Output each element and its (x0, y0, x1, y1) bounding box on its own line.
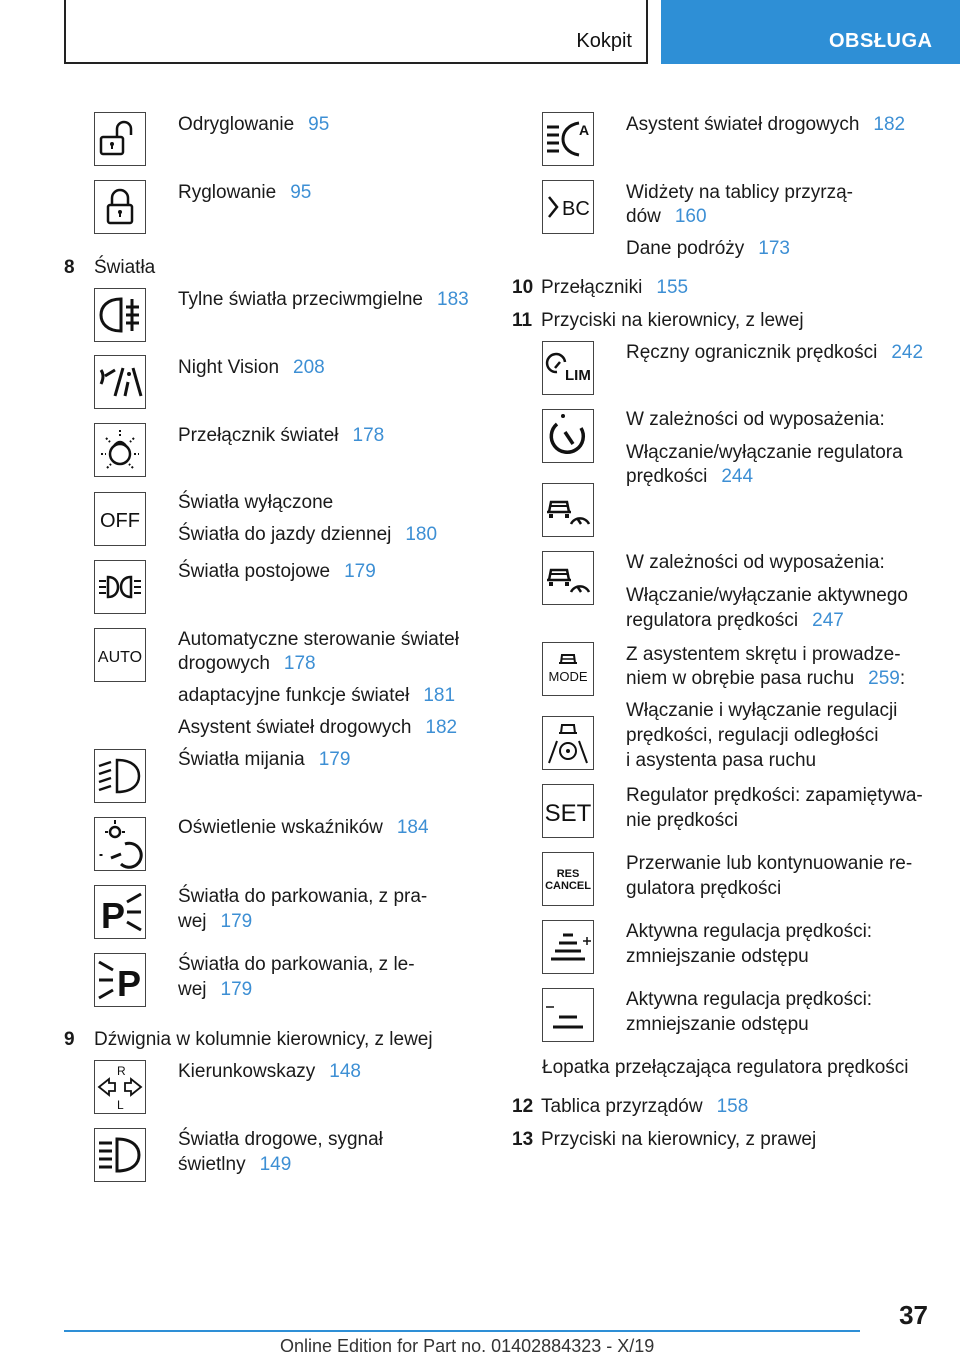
low-beam-icon (94, 749, 146, 803)
bc-icon (542, 180, 594, 234)
section-title: Tablica przyrządów 158 (541, 1096, 749, 1117)
turn-signal-icon (94, 1060, 146, 1114)
list-item: zmniejszanie odstępu (626, 946, 809, 967)
list-item: W zależności od wyposażenia: (626, 552, 885, 573)
svg-text:RES: RES (556, 868, 580, 880)
page-ref[interactable]: 183 (437, 289, 469, 310)
list-item: Widżety na tablicy przyrzą- (626, 182, 854, 203)
instrument-lighting-icon (94, 817, 146, 871)
parking-lights-icon (94, 560, 146, 614)
page-ref[interactable]: 182 (425, 717, 458, 738)
paddle-label: Łopatka przełączająca regulatora prędkości (542, 1057, 909, 1078)
page-ref[interactable]: 95 (290, 182, 312, 203)
list-item: drogowych 178 (178, 653, 316, 674)
section-title: Przyciski na kierownicy, z lewej (541, 310, 804, 331)
page-ref[interactable]: 208 (293, 357, 325, 378)
svg-text:P: P (117, 963, 142, 1004)
list-item: i asystenta pasa ruchu (626, 750, 817, 771)
list-item: Światła do parkowania, z le- (178, 954, 415, 975)
svg-text:L: L (117, 1098, 124, 1112)
unlock-icon (94, 112, 146, 166)
header-chapter-box (661, 0, 960, 64)
page-ref[interactable]: 259 (868, 668, 900, 689)
svg-text:P: P (101, 895, 126, 936)
list-item: Ręczny ogranicznik prędkości 242 (626, 342, 924, 363)
list-item: Światła postojowe 179 (178, 561, 376, 582)
rear-fog-light-icon (94, 288, 146, 342)
high-beam-assist-icon (542, 112, 594, 166)
page-ref[interactable]: 148 (329, 1061, 361, 1082)
svg-text:BC: BC (562, 198, 590, 220)
list-item: Kierunkowskazy 148 (178, 1061, 361, 1082)
section-number: 10 (512, 277, 534, 298)
list-item: Włączanie/wyłączanie aktywnego (626, 585, 908, 606)
page-ref[interactable]: 178 (352, 425, 385, 446)
list-item: adaptacyjne funkcje świateł 181 (178, 685, 456, 706)
svg-text:SET: SET (544, 800, 592, 827)
footer-divider (64, 1330, 860, 1332)
mode-icon (542, 642, 594, 696)
svg-text:CANCEL: CANCEL (545, 880, 591, 892)
page-ref[interactable]: 182 (873, 114, 906, 135)
header-section-title: Kokpit (576, 30, 632, 52)
svg-text:AUTO: AUTO (97, 649, 143, 666)
section-title: Przełączniki 155 (541, 277, 689, 298)
list-item: świetlny 149 (178, 1154, 292, 1175)
svg-text:MODE: MODE (548, 669, 588, 684)
list-item: Światła do jazdy dziennej 180 (178, 524, 438, 545)
page-ref[interactable]: 95 (308, 114, 330, 135)
page-ref[interactable]: 160 (674, 206, 707, 227)
page-ref[interactable]: 155 (656, 277, 689, 298)
page-ref[interactable]: 149 (259, 1154, 292, 1175)
svg-text:OFF: OFF (100, 510, 140, 532)
header-section-box (64, 0, 648, 64)
section-title: Dźwignia w kolumnie kierownicy, z lewej (94, 1029, 433, 1050)
list-item: Światła mijania 179 (178, 749, 351, 770)
page-ref[interactable]: 178 (283, 653, 316, 674)
header-chapter-title: OBSŁUGA (829, 30, 933, 52)
page-ref[interactable]: 184 (396, 817, 429, 838)
res-cancel-icon (542, 852, 594, 906)
list-item: prędkości 244 (626, 466, 754, 487)
list-item: Asystent świateł drogowych 182 (178, 717, 458, 738)
list-item: wej 179 (178, 911, 253, 932)
list-item: Ryglowanie 95 (178, 182, 312, 203)
acc-car-icon (542, 551, 594, 605)
section-title: Przyciski na kierownicy, z prawej (541, 1129, 817, 1150)
list-item: gulatora prędkości (626, 878, 782, 899)
parking-left-icon (94, 953, 146, 1007)
page-ref[interactable]: 179 (220, 979, 253, 1000)
auto-icon (94, 628, 146, 682)
list-item: zmniejszanie odstępu (626, 1014, 809, 1035)
page-number: 37 (899, 1300, 928, 1330)
high-beam-icon (94, 1128, 146, 1182)
list-item: Aktywna regulacja prędkości: (626, 921, 873, 942)
list-item: Światła do parkowania, z pra- (178, 886, 428, 907)
list-item: W zależności od wyposażenia: (626, 409, 885, 430)
lock-icon (94, 180, 146, 234)
section-title: Światła (94, 257, 156, 278)
set-icon (542, 784, 594, 838)
section-number: 9 (64, 1029, 75, 1050)
page-ref[interactable]: 179 (318, 749, 351, 770)
list-item: Światła wyłączone (178, 492, 334, 513)
svg-text:A: A (579, 122, 590, 138)
section-number: 12 (512, 1096, 534, 1117)
lane-assist-icon (542, 716, 594, 770)
svg-text:R: R (117, 1064, 126, 1078)
cruise-control-icon (542, 409, 594, 463)
list-item: Przełącznik świateł 178 (178, 425, 385, 446)
page-ref[interactable]: 247 (812, 610, 844, 631)
list-item: Włączanie i wyłączanie regulacji (626, 700, 898, 721)
light-switch-icon (94, 423, 146, 477)
page-ref[interactable]: 179 (220, 911, 253, 932)
night-vision-icon (94, 355, 146, 409)
list-item: Dane podróży 173 (626, 238, 790, 259)
page-ref[interactable]: 181 (423, 685, 456, 706)
footer-edition: Online Edition for Part no. 01402884323 - X/19 (280, 1336, 655, 1356)
page-ref[interactable]: 173 (758, 238, 790, 259)
page-ref[interactable]: 180 (405, 524, 438, 545)
list-item: Regulator prędkości: zapamiętywa- (626, 785, 923, 806)
list-item: Automatyczne sterowanie świateł (178, 629, 459, 650)
lim-icon (542, 341, 594, 395)
list-item: niem w obrębie pasa ruchu 259: (626, 668, 906, 689)
off-icon (94, 492, 146, 546)
list-item: regulatora prędkości 247 (626, 610, 844, 631)
list-item: Oświetlenie wskaźników 184 (178, 817, 429, 838)
section-number: 8 (64, 257, 75, 278)
page-ref[interactable]: 244 (721, 466, 754, 487)
list-item: wej 179 (178, 979, 253, 1000)
svg-text:LIM: LIM (565, 367, 591, 384)
page-ref[interactable]: 179 (344, 561, 376, 582)
list-item: prędkości, regulacji odległości (626, 725, 879, 746)
page-ref[interactable]: 242 (891, 342, 924, 363)
distance-minus-icon (542, 988, 594, 1042)
distance-plus-icon (542, 920, 594, 974)
list-item: Włączanie/wyłączanie regulatora (626, 442, 903, 463)
list-item: Przerwanie lub kontynuowanie re- (626, 853, 913, 874)
list-item: nie prędkości (626, 810, 738, 831)
list-item: Aktywna regulacja prędkości: (626, 989, 873, 1010)
list-item: dów 160 (626, 206, 707, 227)
acc-car-icon (542, 483, 594, 537)
section-number: 11 (512, 310, 533, 331)
parking-right-icon (94, 885, 146, 939)
section-number: 13 (512, 1129, 534, 1150)
list-item: Odryglowanie 95 (178, 114, 330, 135)
list-item: Tylne światła przeciwmgielne 183 (178, 289, 469, 310)
list-item: Night Vision 208 (178, 357, 325, 378)
page-ref[interactable]: 158 (716, 1096, 749, 1117)
list-item: Asystent świateł drogowych 182 (626, 114, 906, 135)
list-item: Światła drogowe, sygnał (178, 1129, 383, 1150)
list-item: Z asystentem skrętu i prowadze- (626, 644, 901, 665)
